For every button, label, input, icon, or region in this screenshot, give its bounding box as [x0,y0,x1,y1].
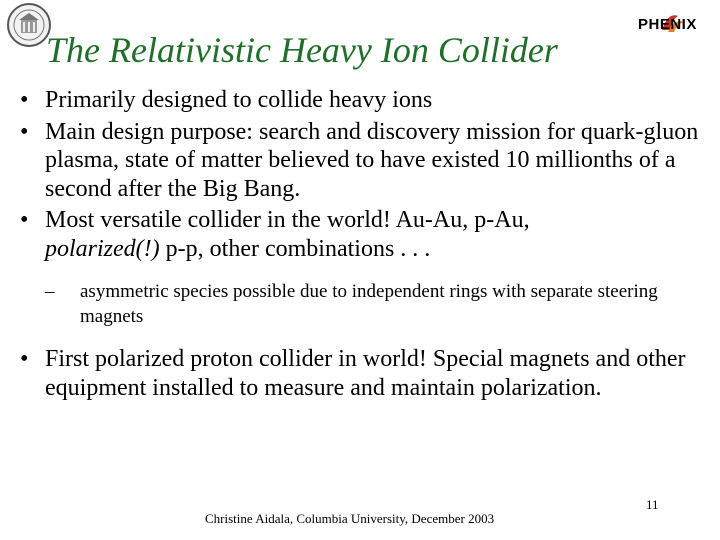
page-number: 11 [646,497,659,512]
bullet-text: First polarized proton collider in world! Special magnets and other equipment installed to measure and maintain polarization. [45,346,686,401]
slide-title: The Relativistic Heavy Ion Collider [46,30,558,70]
bullet-text: Main design purpose: search and discovery mission for quark-gluon plasma, state of matter believed to have existed 10 millionths of a second after the Big Bang. [45,118,699,202]
bullet-item [20,206,710,263]
bullet-item [20,345,710,402]
bullet-marker: • [20,207,29,233]
bullet-text: p-p, other combinations . . . [159,235,431,262]
phenix-logo-text: PHENIX [638,16,697,33]
bullet-marker: • [20,346,29,372]
sub-bullet-marker: – [45,281,55,302]
slide-footer: Christine Aidala, Columbia University, December 2003 [205,511,495,526]
bullet-text: Primarily designed to collide heavy ions [45,87,433,113]
bullet-list [20,86,710,402]
bullet-item [20,86,710,115]
bullet-text-italic: polarized(!) [45,235,160,262]
bullet-marker: • [20,118,29,145]
bullet-item [20,118,710,204]
bullet-marker: • [20,87,29,113]
sub-bullet-text: asymmetric species possible due to independent rings with separate steering magnets [80,281,658,327]
bullet-text: Most versatile collider in the world! Au-Au, p-Au, [45,207,530,233]
sub-bullet-item [20,279,710,329]
